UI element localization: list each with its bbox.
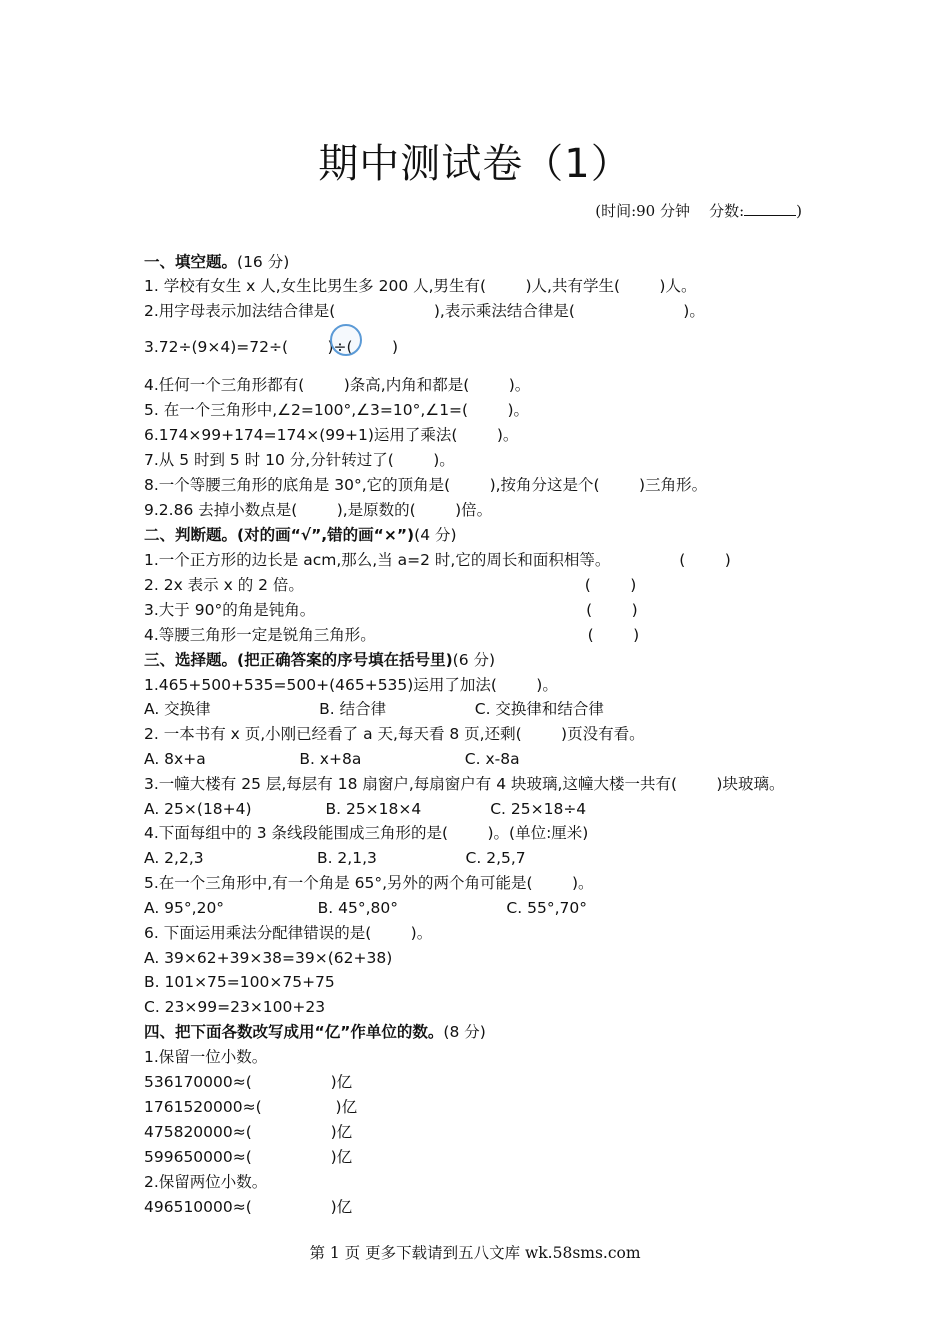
line-text: 8.一个等腰三角形的底角是 30°,它的顶角是( ),按角分这是个( )三角形。: [144, 476, 708, 494]
question-line: [144, 424, 518, 446]
line-text: 一、填空题。: [144, 253, 238, 271]
line-text: 4.任何一个三角形都有( )条高,内角和都是( )。: [144, 376, 531, 394]
question-line: [144, 897, 587, 919]
line-text: 496510000≈( )亿: [144, 1198, 353, 1216]
line-text: 1.保留一位小数。: [144, 1048, 268, 1066]
section-points: (16 分): [237, 253, 290, 271]
question-line: [144, 499, 492, 521]
line-text: 2. 一本书有 x 页,小刚已经看了 a 天,每天看 8 页,还剩( )页没有看。: [144, 725, 645, 743]
score-label: 分数:: [709, 202, 745, 220]
question-line: [144, 574, 636, 596]
question-line: [144, 798, 586, 820]
line-text: 2.保留两位小数。: [144, 1173, 268, 1191]
section-points: (6 分): [452, 651, 496, 669]
question-line: [144, 922, 432, 944]
line-text: 6. 下面运用乘法分配律错误的是( )。: [144, 924, 433, 942]
section-heading: [144, 251, 289, 273]
line-text: 2. 2x 表示 x 的 2 倍。 ( ): [144, 576, 637, 594]
section-points: (4 分): [414, 526, 457, 544]
question-line: [144, 1196, 352, 1218]
line-text: A. 交换律 B. 结合律 C. 交换律和结合律: [144, 700, 604, 718]
question-line: [144, 1146, 352, 1168]
question-line: [144, 847, 526, 869]
question-line: [144, 1046, 267, 1068]
line-text: 三、选择题。(把正确答案的序号填在括号里): [144, 651, 453, 669]
line-text: 四、把下面各数改写成用“亿”作单位的数。: [144, 1023, 444, 1041]
line-text: A. 25×(18+4) B. 25×18×4 C. 25×18÷4: [144, 800, 587, 818]
question-line: [144, 1171, 267, 1193]
meta-close: ): [796, 202, 802, 220]
line-text: 3.大于 90°的角是钝角。 ( ): [144, 601, 638, 619]
line-text: A. 2,2,3 B. 2,1,3 C. 2,5,7: [144, 849, 526, 867]
line-text: C. 23×99=23×100+23: [144, 998, 326, 1016]
section-heading: [144, 524, 457, 546]
line-text: 536170000≈( )亿: [144, 1073, 353, 1091]
page-footer: 第 1 页 更多下载请到五八文库 wk.58sms.com: [309, 1244, 641, 1262]
question-line: [144, 374, 530, 396]
line-text: 3.一幢大楼有 25 层,每层有 18 扇窗户,每扇窗户有 4 块玻璃,这幢大楼一共有( )块玻璃。: [144, 775, 785, 793]
exam-meta: [595, 200, 802, 222]
line-text: 二、判断题。(对的画“√”,错的画“×”): [144, 526, 415, 544]
question-line: [144, 449, 455, 471]
time-label: (时间:90 分钟: [595, 202, 690, 220]
line-text: 1761520000≈( )亿: [144, 1098, 358, 1116]
line-text: 1.一个正方形的边长是 acm,那么,当 a=2 时,它的周长和面积相等。 ( ): [144, 551, 731, 569]
section-heading: [144, 649, 495, 671]
line-text: 1.465+500+535=500+(465+535)运用了加法( )。: [144, 676, 558, 694]
question-line: [144, 549, 731, 571]
line-text: 1. 学校有女生 x 人,女生比男生多 200 人,男生有( )人,共有学生( )人。: [144, 277, 697, 295]
line-text: 7.从 5 时到 5 时 10 分,分针转过了( )。: [144, 451, 455, 469]
question-line: [144, 275, 696, 297]
line-text: 599650000≈( )亿: [144, 1148, 353, 1166]
line-text: 3.72÷(9×4)=72÷( )÷( ): [144, 338, 399, 356]
question-line: [144, 1096, 357, 1118]
question-line: [144, 674, 558, 696]
line-text: 4.等腰三角形一定是锐角三角形。 ( ): [144, 626, 640, 644]
question-line: [144, 399, 529, 421]
section-points: (8 分): [443, 1023, 486, 1041]
line-text: 5. 在一个三角形中,∠2=100°,∠3=10°,∠1=( )。: [144, 401, 530, 419]
line-text: 475820000≈( )亿: [144, 1123, 353, 1141]
question-line: [144, 822, 588, 844]
question-line: [144, 723, 645, 745]
question-line: [144, 1071, 352, 1093]
question-line: [144, 599, 638, 621]
line-text: 2.用字母表示加法结合律是( ),表示乘法结合律是( )。: [144, 302, 705, 320]
line-text: 4.下面每组中的 3 条线段能围成三角形的是( )。(单位:厘米): [144, 824, 589, 842]
page-title: 期中测试卷（1）: [318, 141, 632, 187]
question-line: [144, 300, 705, 322]
question-line: [144, 698, 604, 720]
line-text: 6.174×99+174=174×(99+1)运用了乘法( )。: [144, 426, 519, 444]
question-line: [144, 971, 335, 993]
question-line: [144, 474, 707, 496]
question-line: [144, 1121, 352, 1143]
question-line: [144, 624, 639, 646]
question-line: [144, 773, 784, 795]
line-text: B. 101×75=100×75+75: [144, 973, 335, 991]
cursor-circle-icon: [330, 324, 362, 356]
line-text: A. 95°,20° B. 45°,80° C. 55°,70°: [144, 899, 587, 917]
question-line: [144, 872, 594, 894]
question-line: [144, 748, 520, 770]
question-line: [144, 996, 325, 1018]
section-heading: [144, 1021, 486, 1043]
line-text: 5.在一个三角形中,有一个角是 65°,另外的两个角可能是( )。: [144, 874, 594, 892]
line-text: A. 8x+a B. x+8a C. x-8a: [144, 750, 520, 768]
line-text: A. 39×62+39×38=39×(62+38): [144, 949, 393, 967]
question-line: [144, 947, 392, 969]
score-blank: [744, 201, 796, 216]
line-text: 9.2.86 去掉小数点是( ),是原数的( )倍。: [144, 501, 493, 519]
